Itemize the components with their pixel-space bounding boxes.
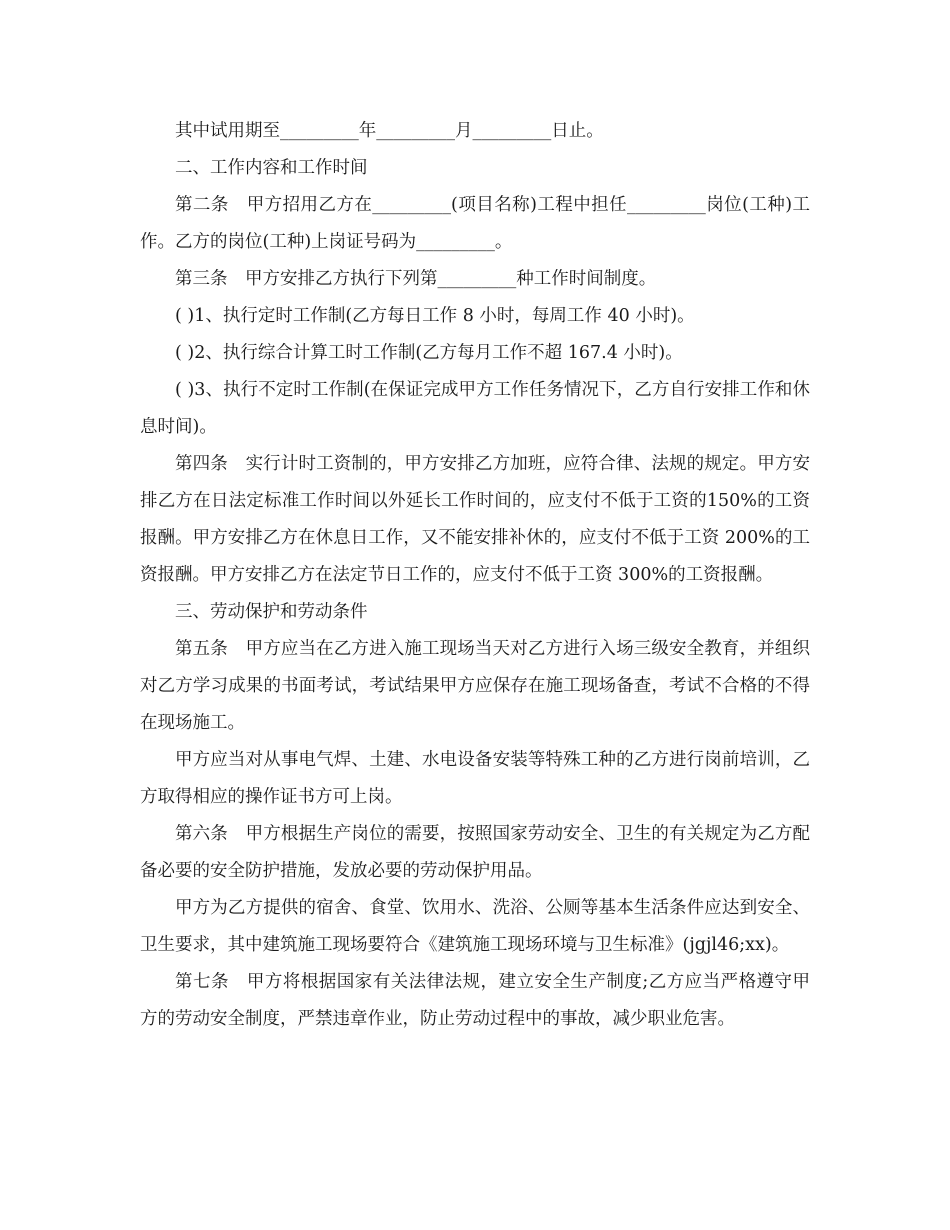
clause-article-6: 第六条 甲方根据生产岗位的需要，按照国家劳动安全、卫生的有关规定为乙方配备必要的安全防护措施，发放必要的劳动保护用品。 (140, 824, 810, 881)
paragraph-living-conditions: 甲方为乙方提供的宿舍、食堂、饮用水、洗浴、公厕等基本生活条件应达到安全、卫生要求，其中建筑施工现场要符合《建筑施工现场环境与卫生标准》(jgjl46;xx)。 (140, 898, 810, 955)
paragraph-special-training: 甲方应当对从事电气焊、土建、水电设备安装等特殊工种的乙方进行岗前培训，乙方取得相应的操作证书方可上岗。 (140, 750, 810, 807)
clause-article-4: 第四条 实行计时工资制的，甲方安排乙方加班，应符合律、法规的规定。甲方安排乙方在日法定标准工作时间以外延长工作时间的，应支付不低于工资的150%的工资报酬。甲方安排乙方在休息日工作，又不能安排补休的，应支付不低于工资 200%的工资报酬。甲方安排乙方在法定节日工作的，应支付不低于工资 300%的工资报酬。 (140, 454, 810, 585)
document-body (140, 113, 810, 1038)
paragraph-probation-period: 其中试用期至_________年_________月_________日止。 (175, 121, 604, 141)
clause-article-2: 第二条 甲方招用乙方在_________(项目名称)工程中担任_________岗位(工种)工作。乙方的岗位(工种)上岗证号码为_________。 (140, 195, 810, 252)
option-comprehensive-hours: ( )2、执行综合计算工时工作制(乙方每月工作不超 167.4 小时)。 (175, 343, 683, 363)
clause-article-7: 第七条 甲方将根据国家有关法律法规，建立安全生产制度;乙方应当严格遵守甲方的劳动安全制度，严禁违章作业，防止劳动过程中的事故，减少职业危害。 (140, 972, 810, 1029)
section-heading-work-content: 二、工作内容和工作时间 (175, 158, 368, 178)
section-heading-labor-protection: 三、劳动保护和劳动条件 (175, 602, 368, 622)
clause-article-3: 第三条 甲方安排乙方执行下列第_________种工作时间制度。 (175, 269, 657, 289)
option-fixed-hours: ( )1、执行定时工作制(乙方每日工作 8 小时，每周工作 40 小时)。 (175, 306, 695, 326)
clause-article-5: 第五条 甲方应当在乙方进入施工现场当天对乙方进行入场三级安全教育，并组织对乙方学习成果的书面考试，考试结果甲方应保存在施工现场备查，考试不合格的不得在现场施工。 (140, 639, 810, 733)
option-flexible-hours: ( )3、执行不定时工作制(在保证完成甲方工作任务情况下，乙方自行安排工作和休息时间)。 (140, 380, 810, 437)
